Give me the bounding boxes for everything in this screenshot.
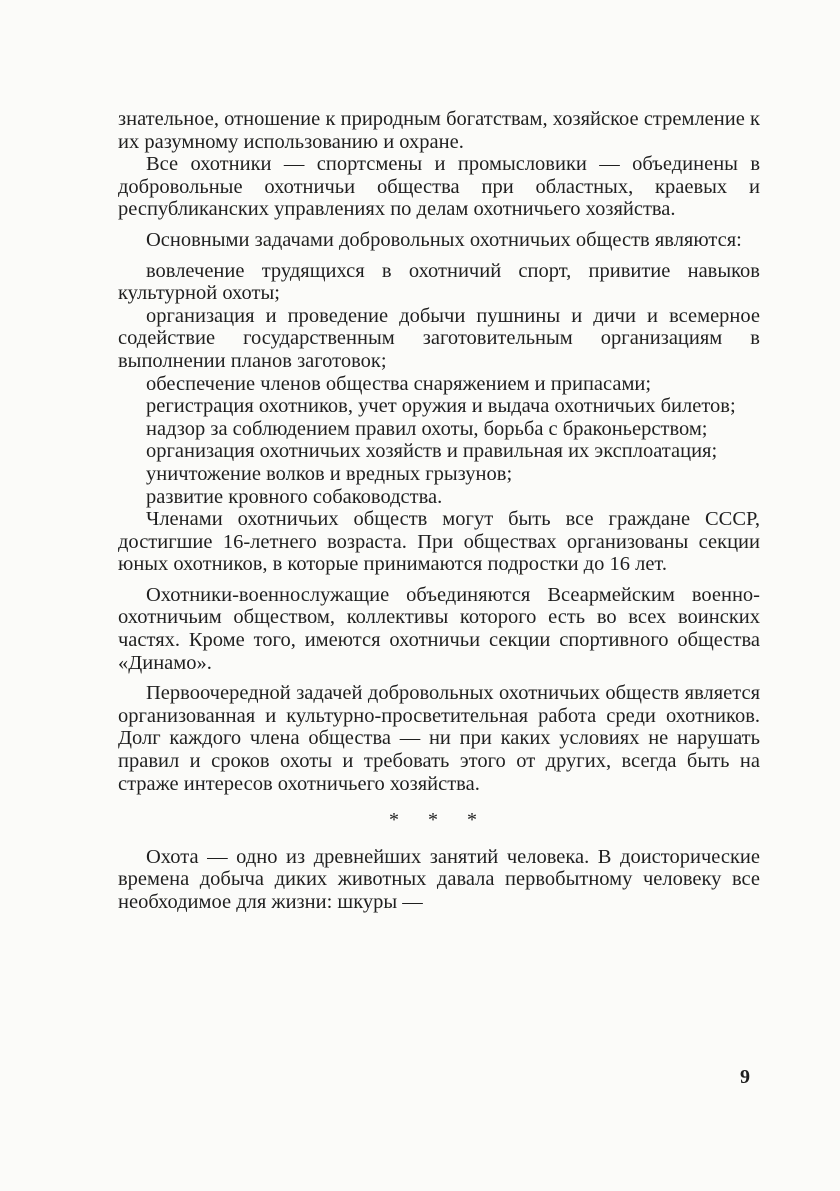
main-text [118, 108, 760, 795]
paragraph: уничтожение волков и вредных грызунов; [146, 462, 513, 485]
paragraph: организация охотничьих хозяйств и правильная их эксплоатация; [146, 440, 718, 463]
paragraph: надзор за соблюдением правил охоты, борьба с браконьерством; [146, 417, 708, 440]
paragraph: вовлечение трудящихся в охотничий спорт, привитие навыков культурной охоты; [118, 259, 760, 305]
paragraph: организация и проведение добычи пушнины и дичи и всемерное содействие государственным заготовительным организациям в выполнении планов заготовок; [118, 304, 760, 372]
page-body [118, 108, 760, 914]
paragraph: Членами охотничьих обществ могут быть все граждане СССР, достигшие 16-летнего возраста. При обществах организованы секции юных охотников, в которые принимаются подростки до 16 лет. [118, 508, 760, 576]
section-separator: * * * [389, 809, 489, 832]
paragraph: Основными задачами добровольных охотничьих обществ являются: [146, 228, 742, 251]
paragraph: обеспечение членов общества снаряжением и припасами; [146, 372, 652, 395]
paragraph: Первоочередной задачей добровольных охотничьих обществ является организованная и культурно-просветительная работа среди охотников. Долг каждого члена общества — ни при каких условиях не нарушать правил и сроков охоты и требовать этого от других, всегда быть на страже интересов охотничьего хозяйства. [118, 682, 760, 795]
paragraph: регистрация охотников, учет оружия и выдача охотничьих билетов; [146, 395, 736, 418]
paragraph: Все охотники — спортсмены и промысловики — объединены в добровольные охотничьи общества при областных, краевых и республиканских управлениях по делам охотничьего хозяйства. [118, 153, 760, 221]
paragraph: Охота — одно из древнейших занятий человека. В доисторические времена добыча диких животных давала первобытному человеку все необходимое для жизни: шкуры — [118, 845, 760, 913]
section-text [118, 846, 760, 914]
paragraph: развитие кровного собаководства. [146, 485, 443, 508]
page-number: 9 [740, 1066, 750, 1088]
paragraph: Охотники-военнослужащие объединяются Всеармейским военно-охотничьим обществом, коллективы которого есть во всех воинских частях. Кроме того, имеются охотничьи секции спортивного общества «Динамо». [118, 583, 760, 674]
paragraph: знательное, отношение к природным богатствам, хозяйское стремление к их разумному использованию и охране. [118, 108, 760, 153]
